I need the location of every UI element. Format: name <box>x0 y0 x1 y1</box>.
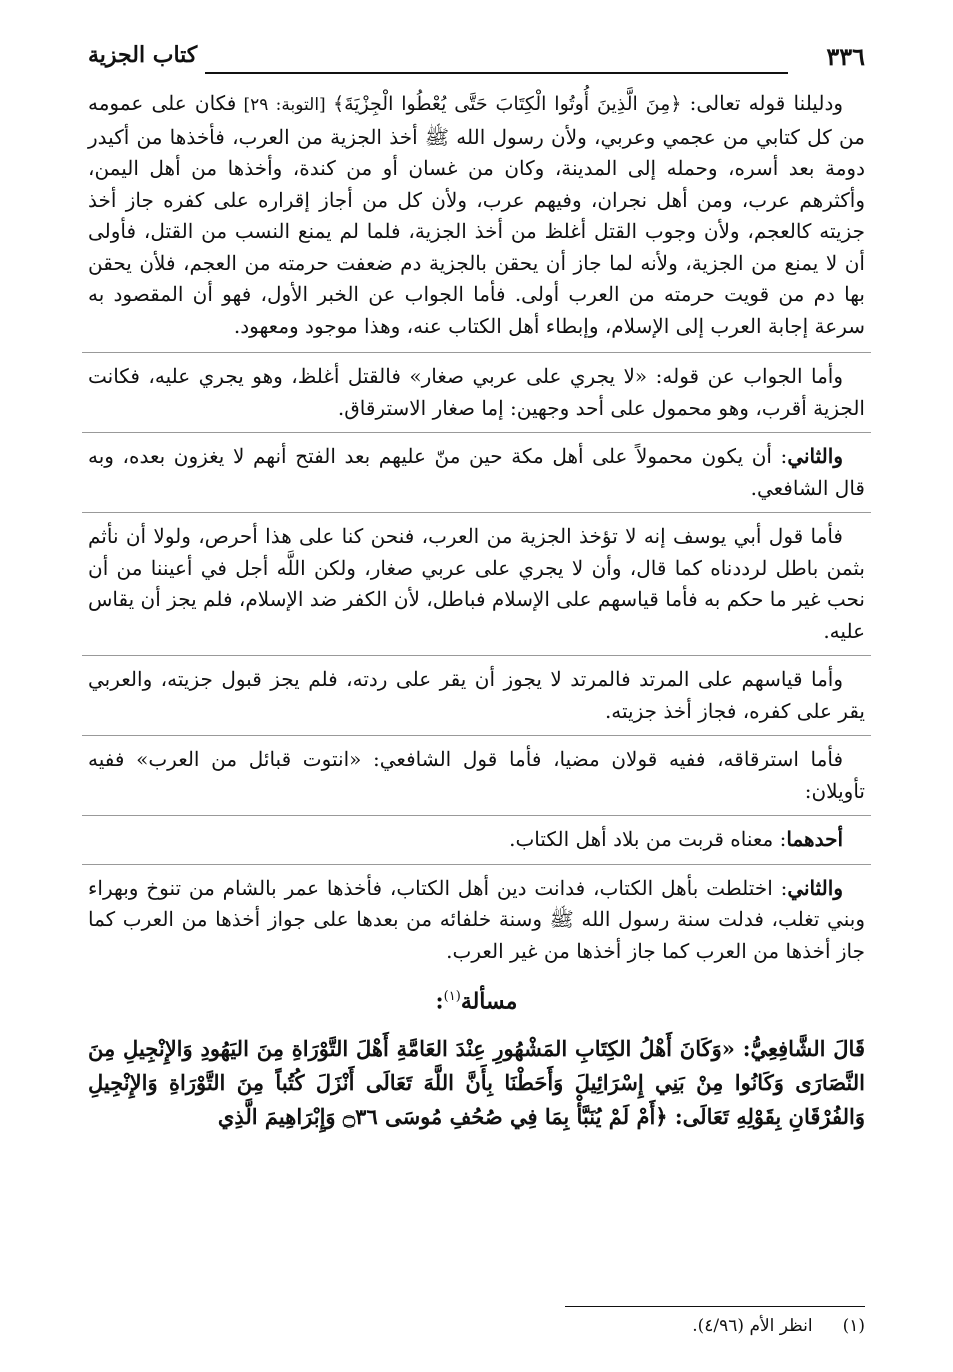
paragraph-second <box>88 441 865 504</box>
header-rule <box>205 72 788 74</box>
divider <box>82 655 871 656</box>
paragraph-enslavement: فأما استرقاقه، ففيه قولان مضيا، فأما قول الشافعي: «انتوت قبائل من العرب» ففيه تأويلان: <box>88 747 865 803</box>
paragraph-label: أحدهما <box>786 827 843 851</box>
divider <box>82 432 871 433</box>
paragraph-text: : اختلطت بأهل الكتاب، فدانت دين أهل الكتاب، فأخذها عمر بالشام من تنوخ وبهراء وبني تغلب، فدلت سنة رسول الله ﷺ وسنة خلفائه من بعدها على جواز أخذها من العرب كما جاز أخذها من العرب كما جاز أخذها من غير العرب. <box>88 875 865 963</box>
paragraph-apostate: وأما قياسهم على المرتد فالمرتد لا يجوز أن يقر على ردته، فلم يجز قبول جزيته، والعربي يقر على كفره، فجاز أخذ جزيته. <box>88 667 865 723</box>
paragraph-abu-yusuf: فأما قول أبي يوسف إنه لا تؤخذ الجزية من العرب، فنحن كنا على هذا أحرص، ولولا أن نأثم بثمن باطل لرددناه كما قال، وأن لا يجري على عربي صغار، ولكن اللَّه أجل في أعيننا من أن نحب غير ما حكم به فأما قياسهم على الإسلام فباطل، لأن الكفر ضد الإسلام، فلم يجز أن يقاس عليه. <box>88 524 866 643</box>
paragraph-evidence <box>88 88 865 342</box>
page-header <box>88 42 865 72</box>
divider <box>82 735 871 736</box>
paragraph-text: ودليلنا قوله تعالى: <box>681 91 844 115</box>
footnote <box>692 1316 865 1336</box>
paragraph-text: : معناه قربت من بلاد أهل الكتاب. <box>509 827 787 851</box>
footnote-rule <box>565 1306 865 1307</box>
divider <box>82 815 871 816</box>
paragraph-text: : أن يكون محمولاً على أهل مكة حين منّ عليهم بعد الفتح أنهم لا يغزون بعده، وبه قال الشافعي. <box>88 444 865 500</box>
page-body <box>88 88 865 1134</box>
shafii-quote: قَالَ الشَّافِعِيُّ: «وَكَانَ أَهْلُ الكِتَابِ المَشْهُورِ عِنْدَ العَامَّةِ أَهْلَ التَّوْرَاةِ مِنَ اليَهُودِ وَالإِنْجِيلِ مِنَ النَّصَارَى وَكَانُوا مِنْ بَنِي إِسْرَائِيلَ وَأَحَطْنَا بِأَنَّ اللَّهَ تَعَالَى أَنْزَلَ كُتُباً مِنَ التَّوْرَاةِ وَالإِنْجِيلِ وَالفُرْقَانِ بِقَوْلِهِ تَعَالَى: ﴿أَمْ لَمْ يُنَبَّأْ بِمَا فِي صُحُفِ مُوسَى ۝٣٦ وَإِبْرَاهِيمَ الَّذِي <box>88 1035 865 1129</box>
section-heading <box>88 981 865 1018</box>
paragraph-label: والثاني <box>787 875 843 900</box>
section-colon: : <box>435 988 444 1015</box>
quran-verse: ﴿مِنَ الَّذِينَ أُوتُوا الْكِتَابَ حَتَّى يُعْطُوا الْجِزْيَةَ﴾ <box>332 93 682 115</box>
page-number: ٣٣٦ <box>826 42 865 71</box>
divider <box>82 352 871 353</box>
divider <box>82 512 871 513</box>
footnote-text: انظر الأم (٤/٩٦). <box>692 1316 813 1336</box>
footnote-marker: (١) <box>443 989 461 1004</box>
running-title: كتاب الجزية <box>88 42 198 68</box>
footnote-number: (١) <box>842 1316 865 1336</box>
divider <box>82 864 871 865</box>
paragraph-second-interpretation <box>88 873 865 968</box>
verse-reference: [التوبة: ٢٩] <box>236 95 333 115</box>
paragraph-text: فكان على عمومه من كل كتابي من عجمي وعربي، ولأن رسول الله ﷺ أخذ الجزية من العرب، فأخذها من أكيدر دومة بعد أسره، وحمله إلى المدينة، وكان من غسان أو من كندة، وأخذها من أهل اليمن، وأكثرهم عرب، ومن أهل نجران، وفيهم عرب، ولأن كل من أجاز إقراره على كفره جاز أخذ جزيته كالعجم، ولأن وجوب القتل أغلظ من أخذ الجزية، فلما لم يمنع النسب من القتل، فأولى أن لا يمنع من الجزية، ولأنه لما جاز أن يحقن بالجزية دم ضعفت حرمته من العجم، فلأن يحقن بها دم من قويت حرمته من العرب أولى. فأما الجواب عن الخبر الأول، فهو أن المقصود به سرعة إجابة العرب إلى الإسلام، وإبطاء أهل الكتاب عنه، وهذا موجود ومعهود. <box>88 91 865 338</box>
paragraph-first-interpretation <box>88 824 865 856</box>
paragraph-response: وأما الجواب عن قوله: «لا يجري على عربي صغار» فالقتل أغلظ، وهو يجري عليه، فكانت الجزية أقرب، وهو محمول على أحد وجهين: إما صغار الاسترقاق. <box>88 364 865 420</box>
paragraph-label: والثاني <box>787 444 843 468</box>
section-title: مسألة <box>460 988 518 1015</box>
